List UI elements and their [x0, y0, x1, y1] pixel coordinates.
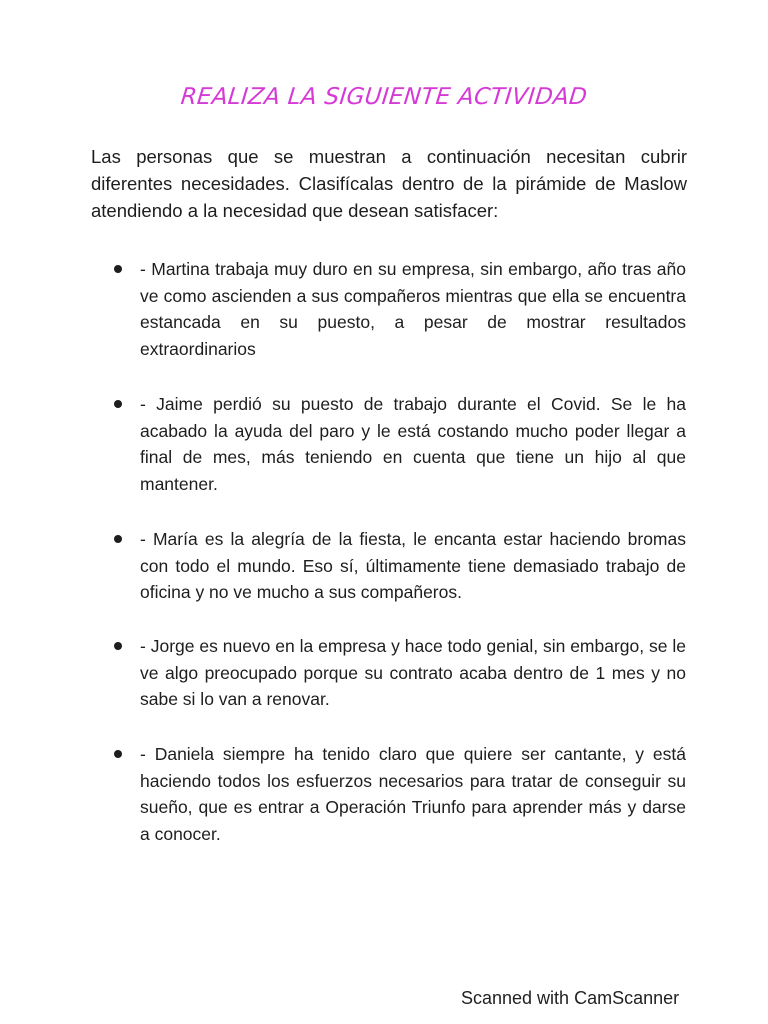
bullet-icon [114, 642, 122, 650]
bullet-icon [114, 535, 122, 543]
list-item-text: - Jaime perdió su puesto de trabajo durante el Covid. Se le ha acabado la ayuda del paro y le está costando mucho poder llegar a final de mes, más teniendo en cuenta que tiene un hijo al que mantener. [140, 394, 686, 494]
bullet-icon [114, 265, 122, 273]
list-item-text: - María es la alegría de la fiesta, le encanta estar haciendo bromas con todo el mundo. Eso sí, últimamente tiene demasiado trabajo de oficina y no ve mucho a sus compañeros. [140, 529, 686, 602]
list-item-text: - Daniela siempre ha tenido claro que quiere ser cantante, y está haciendo todos los esfuerzos necesarios para tratar de conseguir su sueño, que es entrar a Operación Triunfo para aprender más y darse a conocer. [140, 744, 686, 844]
scanner-watermark: Scanned with CamScanner [461, 988, 680, 1008]
page-title: REALIZA LA SIGUIENTE ACTIVIDAD [179, 84, 589, 110]
bullet-icon [114, 750, 122, 758]
intro-paragraph: Las personas que se muestran a continuación necesitan cubrir diferentes necesidades. Clasifícalas dentro de la pirámide de Maslow atendiendo a la necesidad que desean satisfacer: [91, 146, 687, 221]
list-item-text: - Jorge es nuevo en la empresa y hace todo genial, sin embargo, se le ve algo preocupado porque su contrato acaba dentro de 1 mes y no sabe si lo van a renovar. [140, 636, 686, 709]
bullet-icon [114, 400, 122, 408]
list-item-text: - Martina trabaja muy duro en su empresa, sin embargo, año tras año ve como ascienden a sus compañeros mientras que ella se encuentra estancada en su puesto, a pesar de mostrar resultados extraordinarios [140, 259, 686, 359]
